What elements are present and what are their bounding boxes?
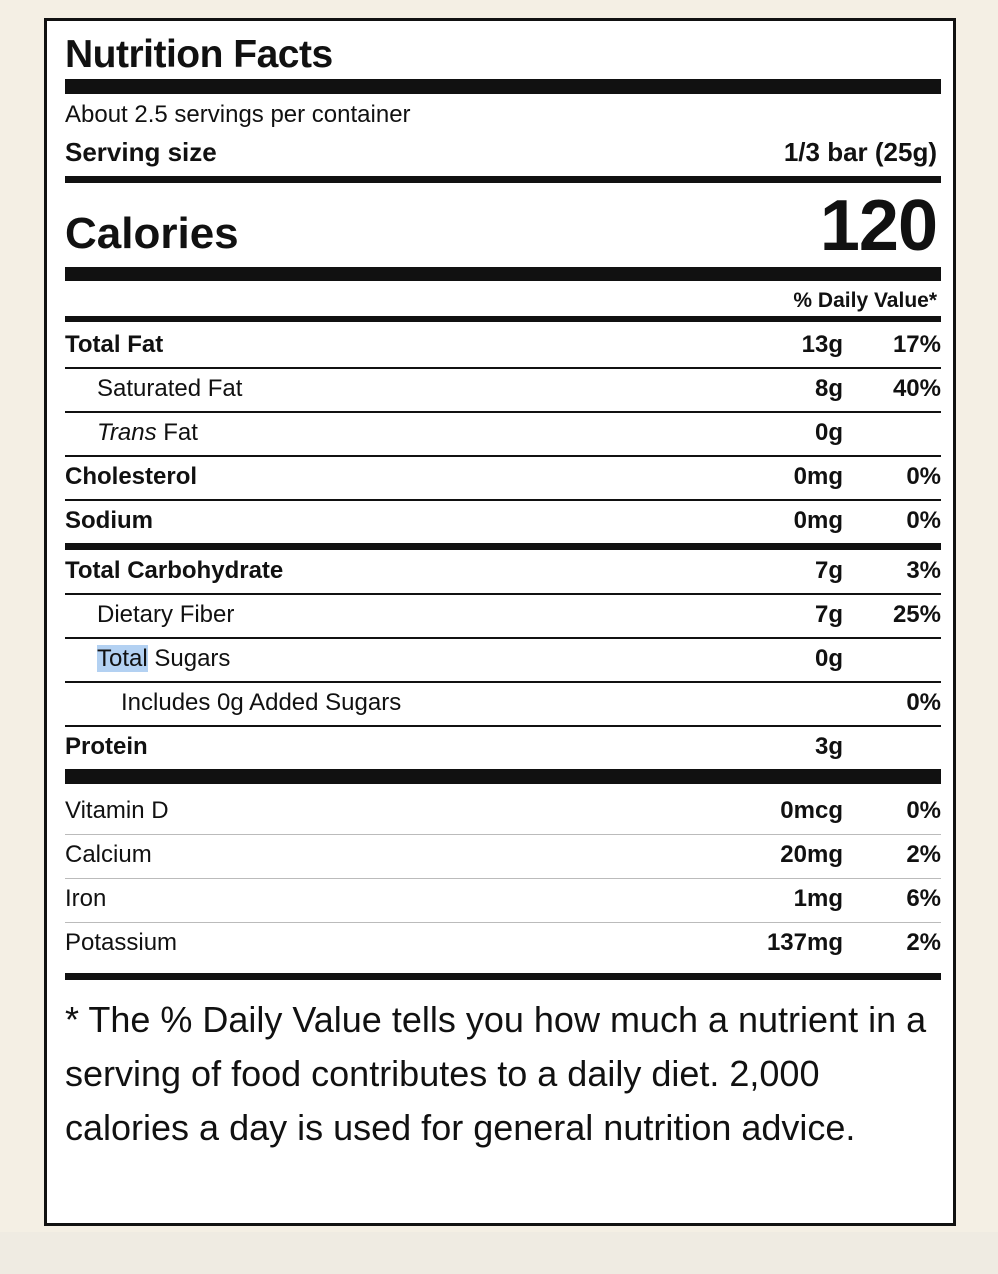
nutrient-daily-value: 0% [906,507,941,534]
nutrient-row-added-sugars [65,683,941,727]
nutrient-row-cholesterol [65,457,941,501]
thick-divider [65,769,941,784]
nutrient-name: Sodium [65,507,153,534]
nutrient-row-saturated-fat [65,369,941,413]
nutrient-name: Dietary Fiber [97,601,235,628]
nutrient-row-total-fat [65,325,941,369]
thick-divider [65,267,941,281]
nutrient-row-sodium [65,501,941,545]
trans-italic: Trans [97,419,157,446]
vitamin-amount: 137mg [766,929,843,956]
nutrient-daily-value: 0% [906,689,941,716]
nutrient-row-dietary-fiber [65,595,941,639]
nutrient-name: Cholesterol [65,463,198,490]
nutrient-row-trans-fat [65,413,941,457]
nutrient-amount: 7g [814,601,843,628]
nutrient-amount: 13g [801,331,843,358]
label-title: Nutrition Facts [65,33,333,76]
nutrient-daily-value: 17% [892,331,941,358]
medium-divider [65,973,941,980]
vitamin-amount: 1mg [793,885,843,912]
vitamin-row-calcium [65,835,941,879]
nutrient-amount: 0mg [793,507,843,534]
daily-value-header: % Daily Value* [793,289,937,312]
nutrient-row-total-carbohydrate [65,551,941,595]
nutrient-amount: 0g [814,419,843,446]
vitamin-daily-value: 2% [906,841,941,868]
nutrient-name: Saturated Fat [97,375,243,402]
vitamin-daily-value: 0% [906,797,941,824]
nutrient-name [97,419,198,447]
nutrient-name [97,645,230,673]
vitamin-daily-value: 6% [906,885,941,912]
vitamin-amount: 20mg [780,841,843,868]
medium-divider [65,316,941,322]
medium-divider [65,176,941,183]
nutrient-name: Protein [65,733,148,760]
thick-divider [65,79,941,94]
vitamin-name: Vitamin D [65,797,169,824]
vitamin-row-iron [65,879,941,923]
daily-value-footnote: * The % Daily Value tells you how much a nutrient in a serving of food contributes to a daily diet. 2,000 calories a day is used for general nutrition advice. [65,999,927,1148]
nutrient-amount: 0mg [793,463,843,490]
nutrient-daily-value: 25% [892,601,941,628]
trans-fat-rest: Fat [156,419,198,446]
total-sugars-rest: Sugars [147,645,231,672]
calories-value: 120 [819,186,937,266]
text-selection-highlight[interactable]: Total [97,645,148,672]
nutrient-amount: 3g [814,733,843,760]
nutrient-row-total-sugars [65,639,941,683]
vitamin-daily-value: 2% [906,929,941,956]
nutrition-facts-label [44,18,956,1226]
nutrient-daily-value: 40% [892,375,941,402]
page-background-strip [0,1232,998,1274]
vitamin-amount: 0mcg [780,797,843,824]
vitamin-name: Calcium [65,841,152,868]
nutrient-amount: 8g [814,375,843,402]
servings-per-container: About 2.5 servings per container [65,101,411,128]
nutrient-row-protein [65,727,941,771]
nutrient-daily-value: 3% [906,557,941,584]
vitamin-row-potassium [65,923,941,967]
vitamin-name: Potassium [65,929,178,956]
nutrient-name: Includes 0g Added Sugars [121,689,402,716]
nutrient-name: Total Fat [65,331,164,358]
serving-size-value: 1/3 bar (25g) [783,137,937,167]
nutrient-name: Total Carbohydrate [65,557,284,584]
vitamin-name: Iron [65,885,107,912]
nutrient-daily-value: 0% [906,463,941,490]
calories-label: Calories [65,209,239,258]
vitamin-row-vitamin-d [65,791,941,835]
nutrient-amount: 0g [814,645,843,672]
nutrient-amount: 7g [814,557,843,584]
serving-size-label: Serving size [65,137,217,167]
medium-divider [65,543,941,550]
